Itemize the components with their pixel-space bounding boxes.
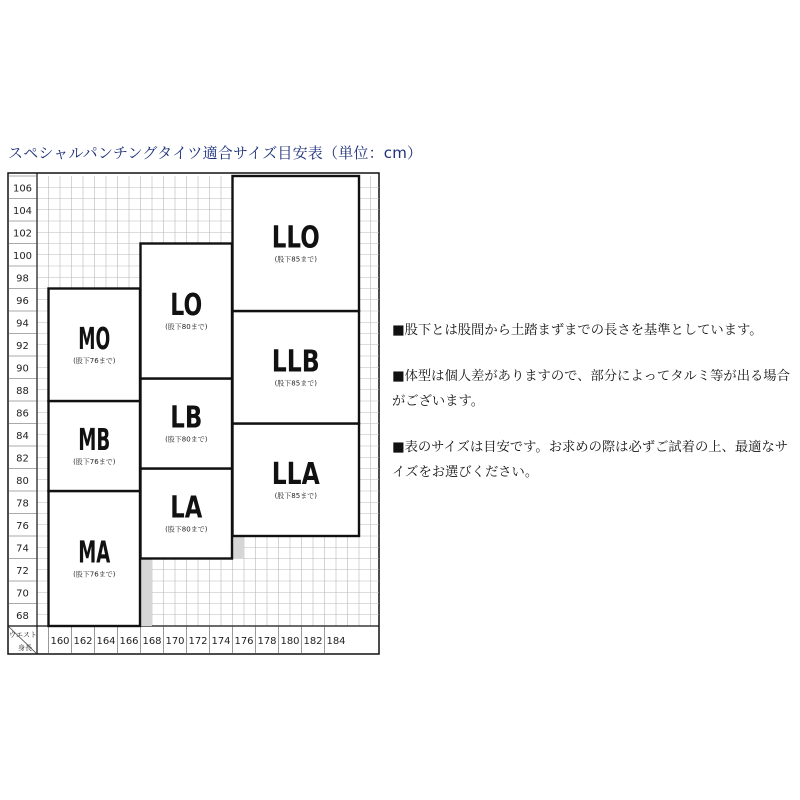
- y-tick-label: 106: [12, 183, 33, 195]
- x-tick-label: 166: [119, 636, 139, 647]
- x-tick-label: 182: [303, 636, 323, 647]
- size-inseam-la: (股下80まで): [165, 525, 208, 534]
- y-tick-label: 100: [12, 250, 33, 262]
- note-body-type: ■体型は個人差がありますので、部分によってタルミ等が出る場合がございます。: [392, 369, 790, 409]
- note-size-guide: ■表のサイズは目安です。お求めの際は必ずご試着の上、最適なサイズをお選びください。: [392, 440, 789, 480]
- size-label-lb: LB: [170, 400, 203, 436]
- x-tick-label: 172: [188, 636, 208, 647]
- y-tick-label: 80: [16, 475, 29, 487]
- x-tick-label: 168: [142, 636, 162, 647]
- size-inseam-mo: (股下76まで): [73, 356, 116, 365]
- size-label-llb: LLB: [271, 344, 320, 380]
- y-tick-label: 92: [16, 340, 29, 352]
- size-inseam-lb: (股下80まで): [165, 435, 208, 444]
- size-inseam-llo: (股下85まで): [274, 255, 317, 264]
- y-axis-label: ウエスト: [9, 631, 37, 639]
- size-label-la: LA: [170, 490, 203, 526]
- y-tick-label: 70: [16, 588, 29, 600]
- x-tick-label: 180: [280, 636, 300, 647]
- y-tick-label: 68: [16, 610, 29, 622]
- notes-panel: [392, 318, 792, 506]
- y-tick-label: 98: [16, 273, 29, 285]
- size-inseam-llb: (股下85まで): [274, 379, 317, 388]
- x-tick-label: 184: [326, 636, 346, 647]
- x-tick-label: 164: [96, 636, 116, 647]
- y-tick-label: 82: [16, 453, 29, 465]
- y-tick-label: 76: [16, 520, 29, 532]
- size-label-lo: LO: [170, 288, 203, 323]
- size-label-llo: LLO: [271, 220, 320, 256]
- size-inseam-lla: (股下85まで): [274, 491, 317, 500]
- size-label-mb: MB: [78, 423, 111, 458]
- y-tick-label: 88: [16, 385, 29, 397]
- y-tick-label: 86: [16, 408, 29, 420]
- y-tick-label: 104: [12, 205, 33, 217]
- x-tick-label: 178: [257, 636, 277, 647]
- y-tick-label: 102: [12, 228, 33, 240]
- y-tick-label: 90: [16, 363, 29, 375]
- x-axis-label: 身長: [18, 644, 32, 652]
- size-inseam-mb: (股下76まで): [73, 458, 116, 466]
- size-inseam-lo: (股下80まで): [165, 323, 208, 331]
- chart-title: スペシャルパンチングタイツ適合サイズ目安表（単位：cm）: [8, 144, 423, 162]
- x-tick-label: 160: [50, 636, 70, 647]
- y-tick-label: 78: [16, 498, 29, 510]
- x-tick-label: 170: [165, 636, 185, 647]
- y-tick-label: 74: [16, 543, 29, 555]
- size-inseam-ma: (股下76まで): [73, 570, 116, 579]
- x-tick-label: 162: [73, 636, 93, 647]
- size-label-ma: MA: [78, 535, 111, 571]
- size-label-mo: MO: [78, 321, 111, 357]
- note-inseam: ■股下とは股間から土踏まずまでの長さを基準としています。: [392, 323, 763, 338]
- x-tick-label: 174: [211, 636, 231, 647]
- y-tick-label: 96: [16, 295, 29, 307]
- x-tick-label: 176: [234, 636, 254, 647]
- y-tick-label: 72: [16, 565, 29, 577]
- y-tick-label: 94: [16, 318, 29, 330]
- size-label-lla: LLA: [271, 456, 321, 492]
- y-tick-label: 84: [16, 430, 29, 442]
